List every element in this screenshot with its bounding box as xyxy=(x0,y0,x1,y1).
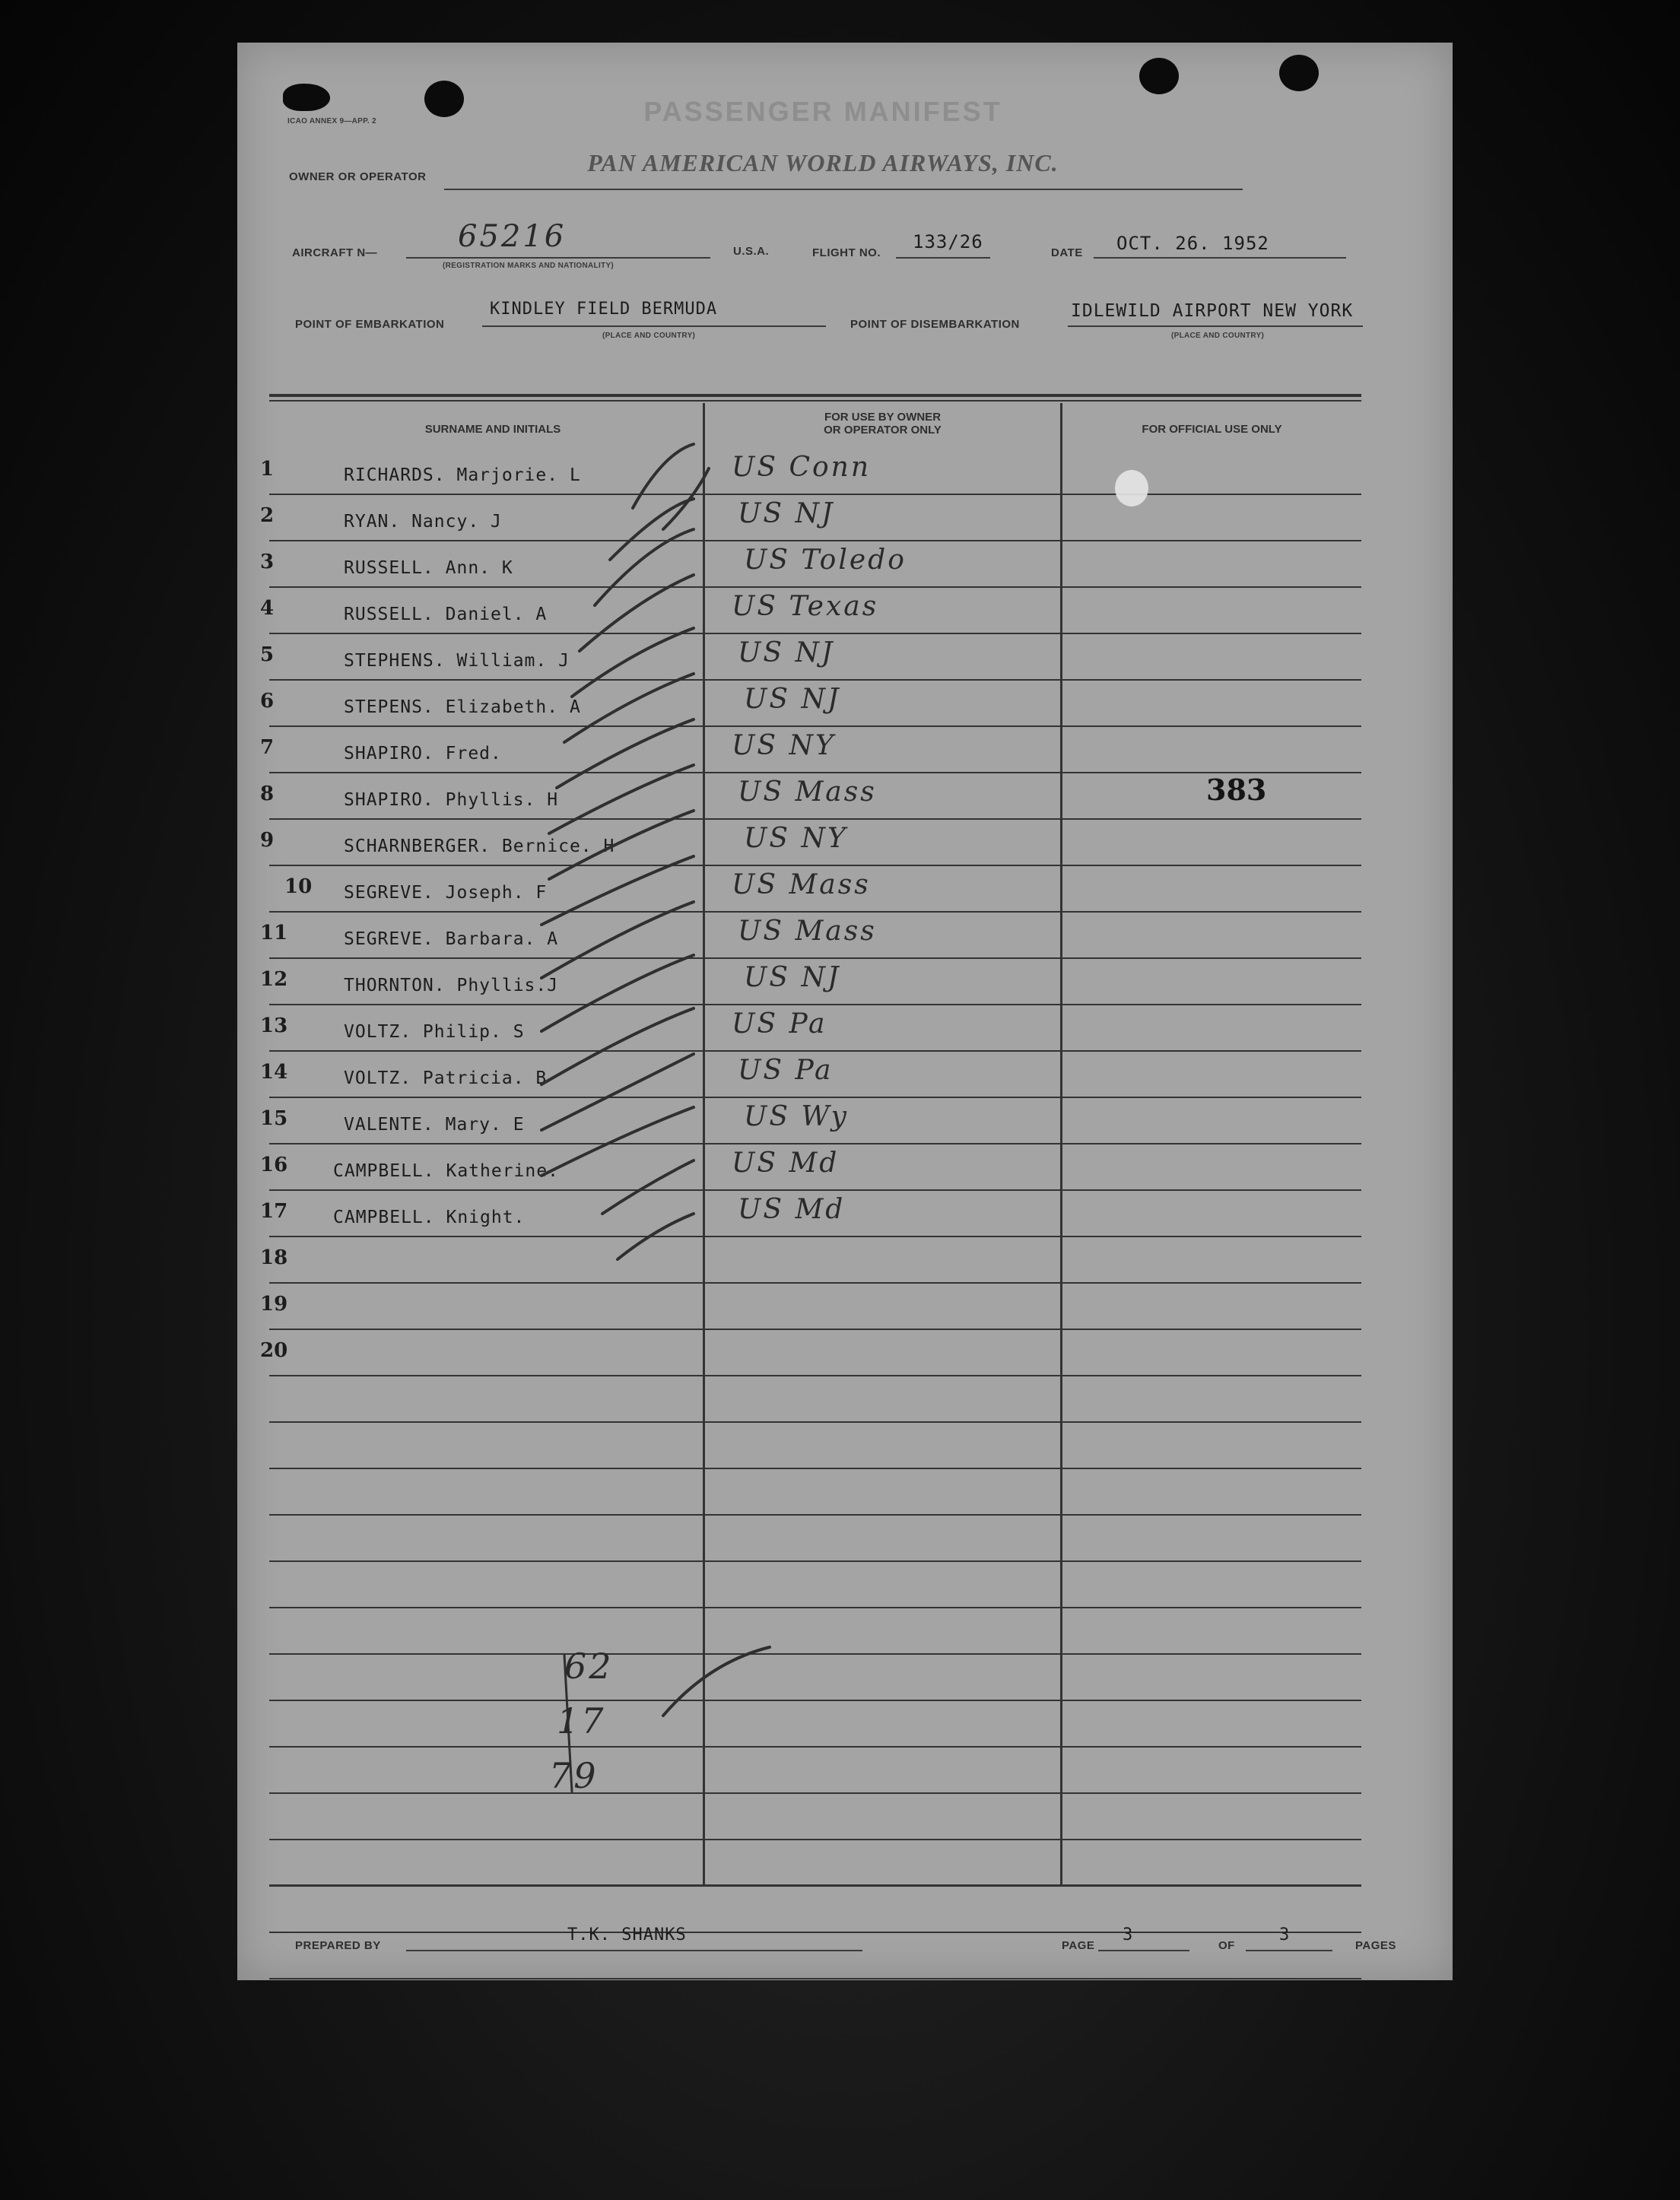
row-number: 3 xyxy=(260,551,275,573)
row-number: 11 xyxy=(260,922,288,944)
owner-note: US Wy xyxy=(744,1101,849,1132)
of-label: OF xyxy=(1218,1939,1235,1952)
passenger-name: VALENTE. Mary. E xyxy=(344,1115,525,1135)
row-number: 2 xyxy=(260,504,275,527)
pages-label: PAGES xyxy=(1355,1939,1396,1952)
prepared-label: PREPARED BY xyxy=(295,1939,381,1952)
prepared-underline xyxy=(406,1950,862,1951)
passenger-name: CAMPBELL. Katherine. xyxy=(333,1161,559,1181)
owner-note: US Pa xyxy=(738,1055,834,1086)
owner-note: US Md xyxy=(738,1194,846,1225)
of-value: 3 xyxy=(1279,1925,1291,1944)
footer-top-rule xyxy=(269,1884,1361,1887)
row-number: 9 xyxy=(260,829,275,852)
passenger-name: SEGREVE. Barbara. A xyxy=(344,929,559,949)
owner-note: US NJ xyxy=(744,684,841,715)
owner-note: US Mass xyxy=(732,869,871,900)
check-marks xyxy=(237,43,1453,1980)
row-number: 1 xyxy=(260,458,275,481)
flight-value: 133/26 xyxy=(913,231,983,252)
passenger-name: SHAPIRO. Phyllis. H xyxy=(344,790,559,810)
row-number: 6 xyxy=(260,690,275,713)
owner-note: US Conn xyxy=(732,452,872,483)
disembark-label: POINT OF DISEMBARKATION xyxy=(850,318,1020,331)
row-number: 19 xyxy=(260,1293,288,1316)
disembark-sub: (PLACE AND COUNTRY) xyxy=(1171,332,1265,340)
owner-note: US Mass xyxy=(738,916,877,947)
owner-note: US NJ xyxy=(744,962,841,993)
owner-note: US Texas xyxy=(732,591,879,622)
passenger-name: RICHARDS. Marjorie. L xyxy=(344,465,581,485)
form-title: PASSENGER MANIFEST xyxy=(643,96,1002,127)
row-number: 8 xyxy=(260,783,275,805)
embark-value: KINDLEY FIELD BERMUDA xyxy=(490,300,718,319)
tally-number: 62 xyxy=(564,1646,614,1687)
owner-note: US NY xyxy=(732,730,836,761)
row-number: 7 xyxy=(260,736,275,759)
tally-number: 79 xyxy=(549,1755,599,1796)
row-number: 10 xyxy=(284,875,313,898)
date-label: DATE xyxy=(1051,246,1083,259)
owner-note: US Toledo xyxy=(744,544,907,576)
owner-note: US Pa xyxy=(732,1008,827,1040)
official-number: 383 xyxy=(1206,773,1267,807)
page-label: PAGE xyxy=(1062,1939,1095,1952)
row-number: 12 xyxy=(260,968,288,991)
embark-sub: (PLACE AND COUNTRY) xyxy=(602,332,696,340)
flight-label: FLIGHT NO. xyxy=(812,246,881,259)
passenger-name: RUSSELL. Ann. K xyxy=(344,558,513,578)
col-header-surname: SURNAME AND INITIALS xyxy=(424,423,561,436)
embark-label: POINT OF EMBARKATION xyxy=(295,318,445,331)
row-number: 17 xyxy=(260,1200,288,1223)
passenger-name: VOLTZ. Philip. S xyxy=(344,1022,525,1042)
tally-number: 17 xyxy=(557,1700,606,1741)
prepared-value: T.K. SHANKS xyxy=(567,1925,687,1944)
passenger-name: SHAPIRO. Fred. xyxy=(344,744,502,763)
owner-note: US NY xyxy=(744,823,848,854)
flight-prefix: U.S.A. xyxy=(733,245,770,258)
owner-label: OWNER OR OPERATOR xyxy=(289,170,427,183)
row-number: 15 xyxy=(260,1107,288,1130)
aircraft-value: 65216 xyxy=(458,219,567,254)
col-header-official: FOR OFFICIAL USE ONLY xyxy=(1142,423,1282,436)
owner-note: US NJ xyxy=(738,637,835,668)
owner-note: US Mass xyxy=(738,776,877,808)
passenger-name: SCHARNBERGER. Bernice. H xyxy=(344,837,615,856)
aircraft-sub: (REGISTRATION MARKS AND NATIONALITY) xyxy=(443,262,615,270)
page-underline xyxy=(1098,1950,1189,1951)
passenger-name: VOLTZ. Patricia. B xyxy=(344,1068,548,1088)
row-number: 14 xyxy=(260,1061,288,1084)
row-number: 18 xyxy=(260,1246,288,1269)
row-number: 4 xyxy=(260,597,275,620)
passenger-name: SEGREVE. Joseph. F xyxy=(344,883,548,903)
date-value: OCT. 26. 1952 xyxy=(1116,233,1269,254)
form-reference: ICAO ANNEX 9—APP. 2 xyxy=(287,117,376,125)
passenger-name: STEPENS. Elizabeth. A xyxy=(344,697,581,717)
passenger-name: STEPHENS. William. J xyxy=(344,651,570,671)
owner-note: US Md xyxy=(732,1148,840,1179)
col-header-owner-line1: FOR USE BY OWNER xyxy=(824,411,942,424)
manifest-sheet xyxy=(237,43,1453,1980)
row-number: 13 xyxy=(260,1014,288,1037)
row-number: 16 xyxy=(260,1154,288,1176)
passenger-name: RUSSELL. Daniel. A xyxy=(344,605,548,624)
row-number: 5 xyxy=(260,643,275,666)
page-value: 3 xyxy=(1123,1925,1134,1944)
row-number: 20 xyxy=(260,1339,288,1362)
aircraft-label: AIRCRAFT N— xyxy=(292,246,378,259)
of-underline xyxy=(1246,1950,1332,1951)
disembark-value: IDLEWILD AIRPORT NEW YORK xyxy=(1071,301,1354,321)
passenger-name: THORNTON. Phyllis.J xyxy=(344,976,559,995)
passenger-name: RYAN. Nancy. J xyxy=(344,512,502,532)
passenger-name: CAMPBELL. Knight. xyxy=(333,1208,526,1227)
company-name: PAN AMERICAN WORLD AIRWAYS, INC. xyxy=(587,149,1059,176)
owner-note: US NJ xyxy=(738,498,835,529)
col-header-owner-line2: OR OPERATOR ONLY xyxy=(824,424,942,437)
